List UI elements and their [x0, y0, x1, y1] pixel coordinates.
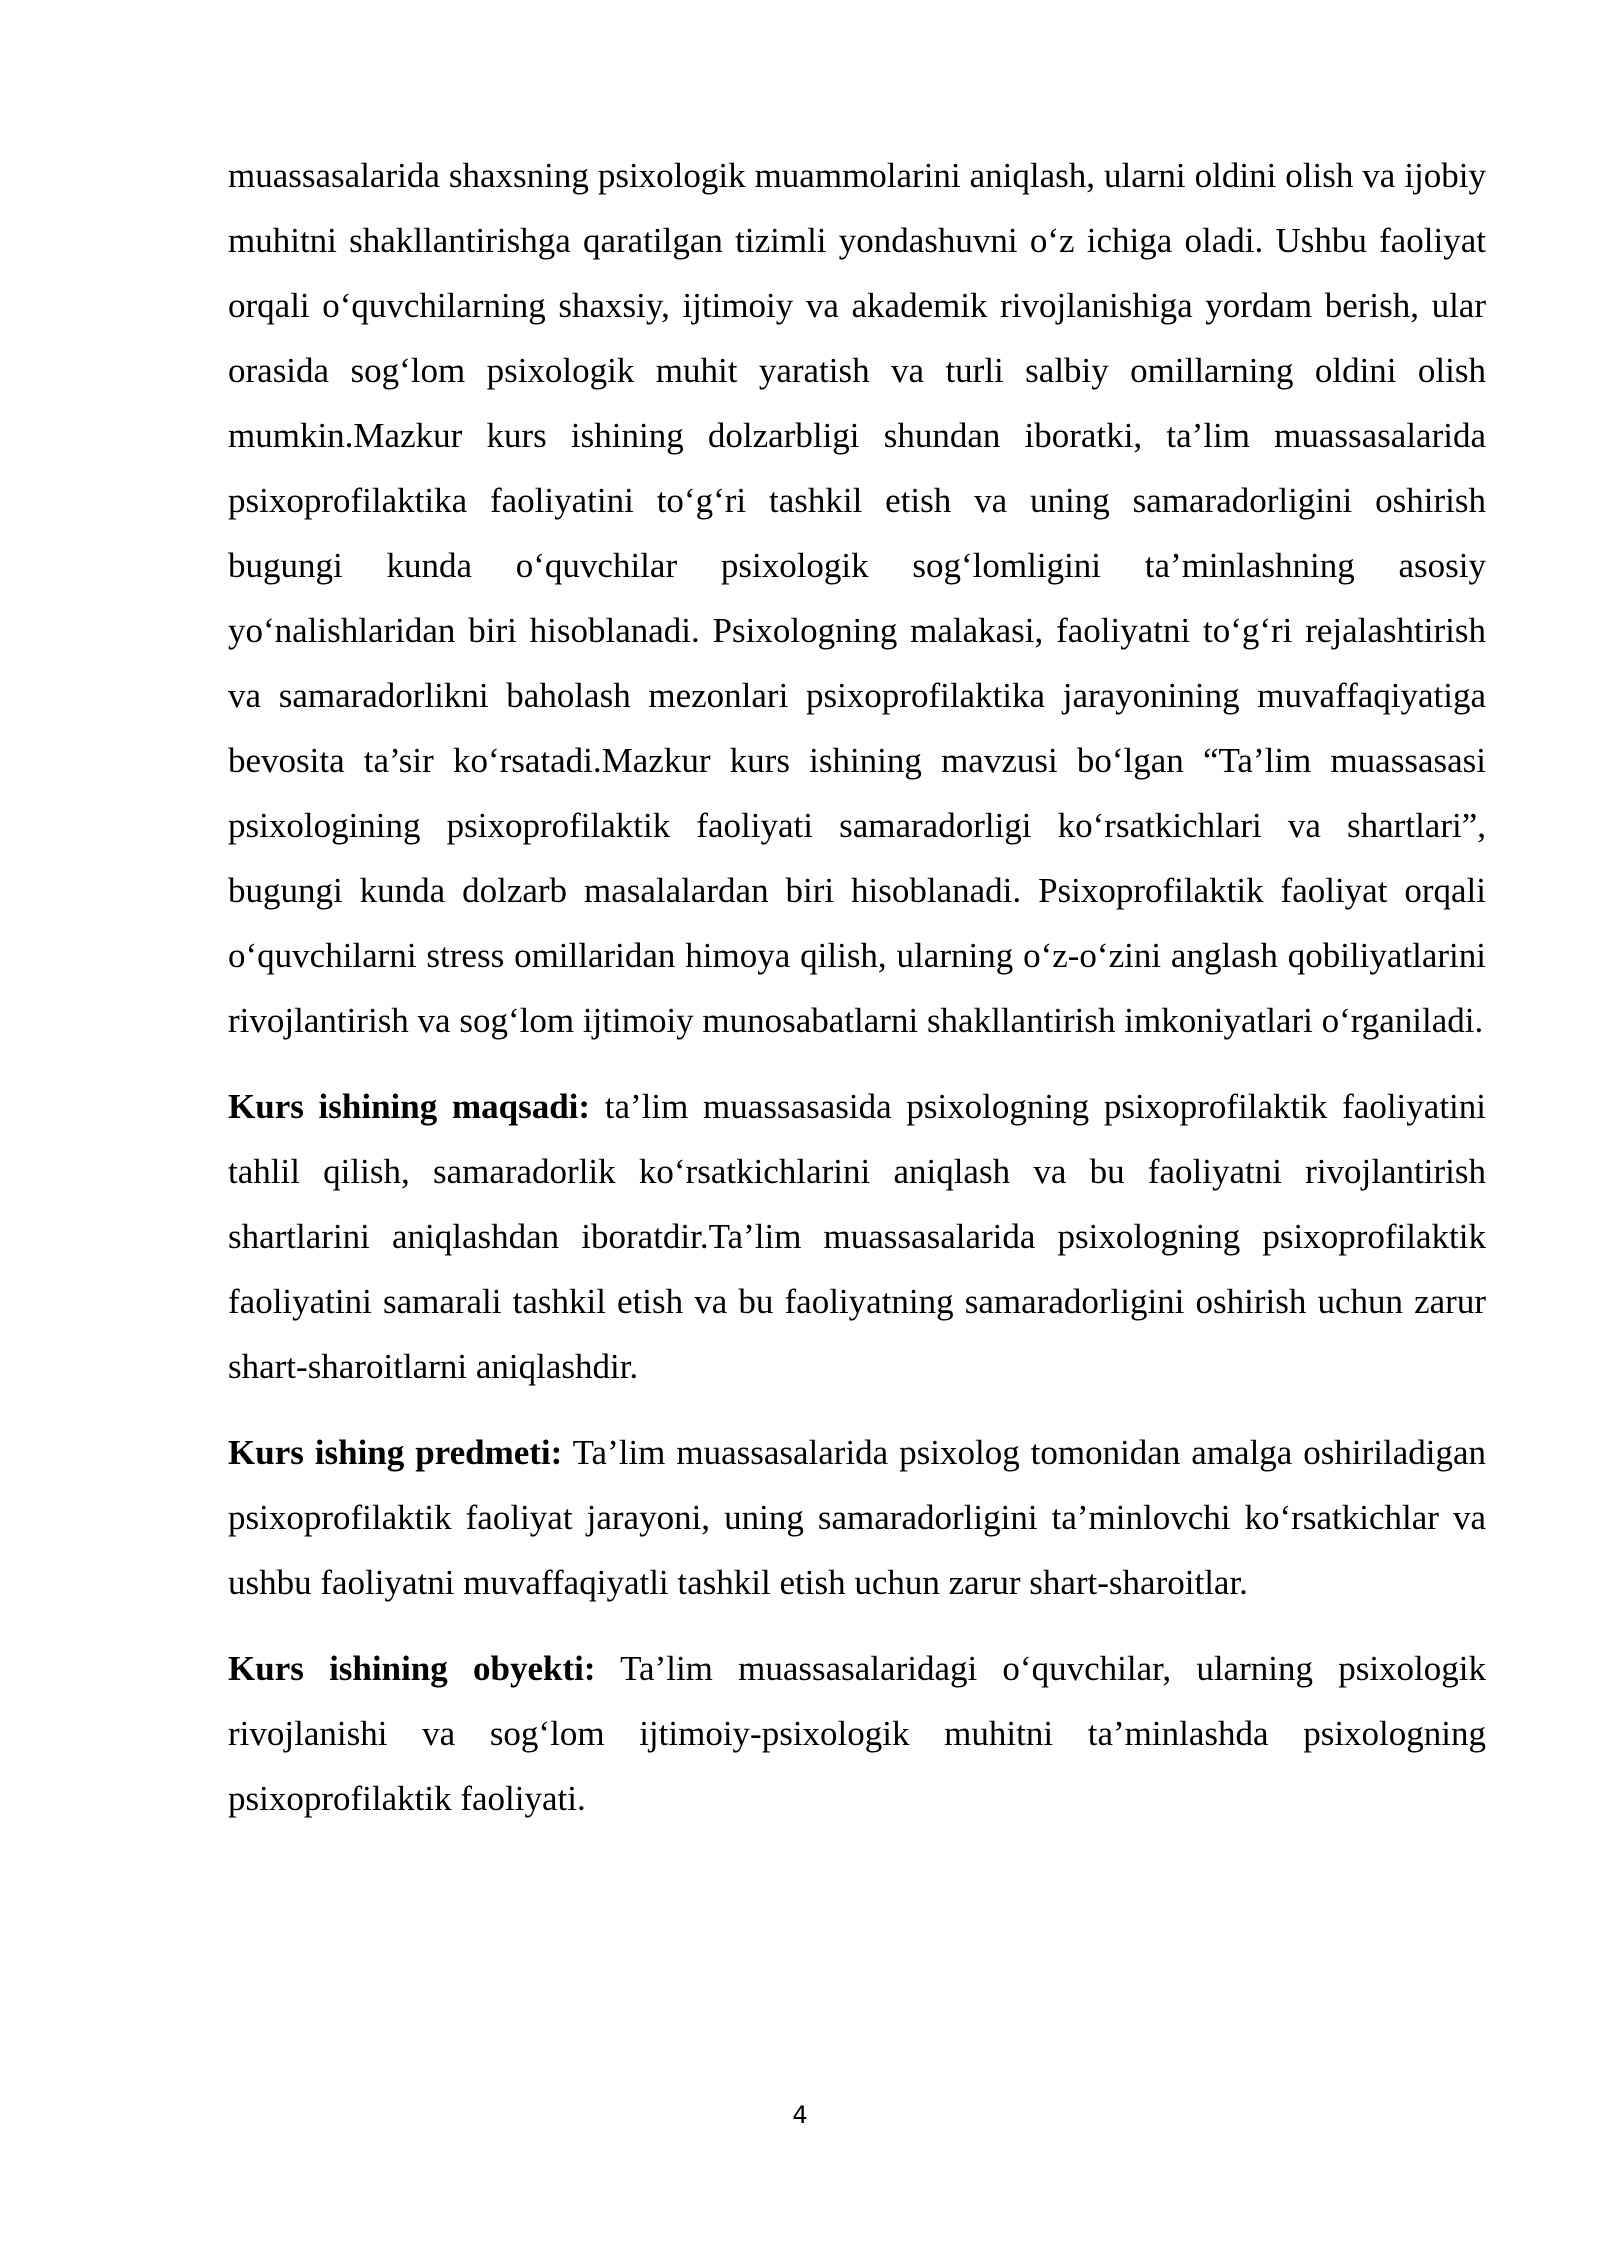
paragraph-heading: Kurs ishing predmeti:	[228, 1433, 563, 1472]
paragraph-text: Ta’lim muassasalaridagi o‘quvchilar, ularning psixologik rivojlanishi va sog‘lom ijtimoiy-psixologik muhitni ta’minlashda psixologning psixoprofilaktik faoliyati.	[228, 1649, 1486, 1818]
paragraph-object	[228, 1636, 1486, 1831]
paragraph-heading: Kurs ishining maqsadi:	[228, 1087, 591, 1126]
paragraph-text: muassasalarida shaxsning psixologik muammolarini aniqlash, ularni oldini olish va ijobiy muhitni shakllantirishga qaratilgan tizimli yondashuvni o‘z ichiga oladi. Ushbu faoliyat orqali o‘quvchilarning shaxsiy, ijtimoiy va akademik rivojlanishiga yordam berish, ular orasida sog‘lom psixologik muhit yaratish va turli salbiy omillarning oldini olish mumkin.Mazkur kurs ishining dolzarbligi shundan iboratki, ta’lim muassasalarida psixoprofilaktika faoliyatini to‘g‘ri tashkil etish va uning samaradorligini oshirish bugungi kunda o‘quvchilar psixologik sog‘lomligini ta’minlashning asosiy yo‘nalishlaridan biri hisoblanadi. Psixologning malakasi, faoliyatni to‘g‘ri rejalashtirish va samaradorlikni baholash mezonlari psixoprofilaktika jarayonining muvaffaqiyatiga bevosita ta’sir ko‘rsatadi.Mazkur kurs ishining mavzusi bo‘lgan “Ta’lim muassasasi psixologining psixoprofilaktik faoliyati samaradorligi ko‘rsatkichlari va shartlari”, bugungi kunda dolzarb masalalardan biri hisoblanadi. Psixoprofilaktik faoliyat orqali o‘quvchilarni stress omillaridan himoya qilish, ularning o‘z-o‘zini anglash qobiliyatlarini rivojlantirish va sog‘lom ijtimoiy munosabatlarni shakllantirish imkoniyatlari o‘rganiladi.	[228, 156, 1486, 1040]
paragraph-subject	[228, 1420, 1486, 1615]
paragraph-text: ta’lim muassasasida psixologning psixoprofilaktik faoliyatini tahlil qilish, samaradorlik ko‘rsatkichlarini aniqlash va bu faoliyatni rivojlantirish shartlarini aniqlashdan iboratdir.Ta’lim muassasalarida psixologning psixoprofilaktik faoliyatini samarali tashkil etish va bu faoliyatning samaradorligini oshirish uchun zarur shart-sharoitlarni aniqlashdir.	[228, 1087, 1486, 1386]
paragraph-text: Ta’lim muassasalarida psixolog tomonidan amalga oshiriladigan psixoprofilaktik faoliyat jarayoni, uning samaradorligini ta’minlovchi ko‘rsatkichlar va ushbu faoliyatni muvaffaqiyatli tashkil etish uchun zarur shart-sharoitlar.	[228, 1433, 1487, 1602]
page-body	[228, 143, 1486, 1831]
paragraph-heading: Kurs ishining obyekti:	[228, 1649, 596, 1688]
paragraph-intro	[228, 143, 1486, 1053]
page-number: 4	[792, 2101, 808, 2129]
paragraph-goal	[228, 1074, 1486, 1399]
